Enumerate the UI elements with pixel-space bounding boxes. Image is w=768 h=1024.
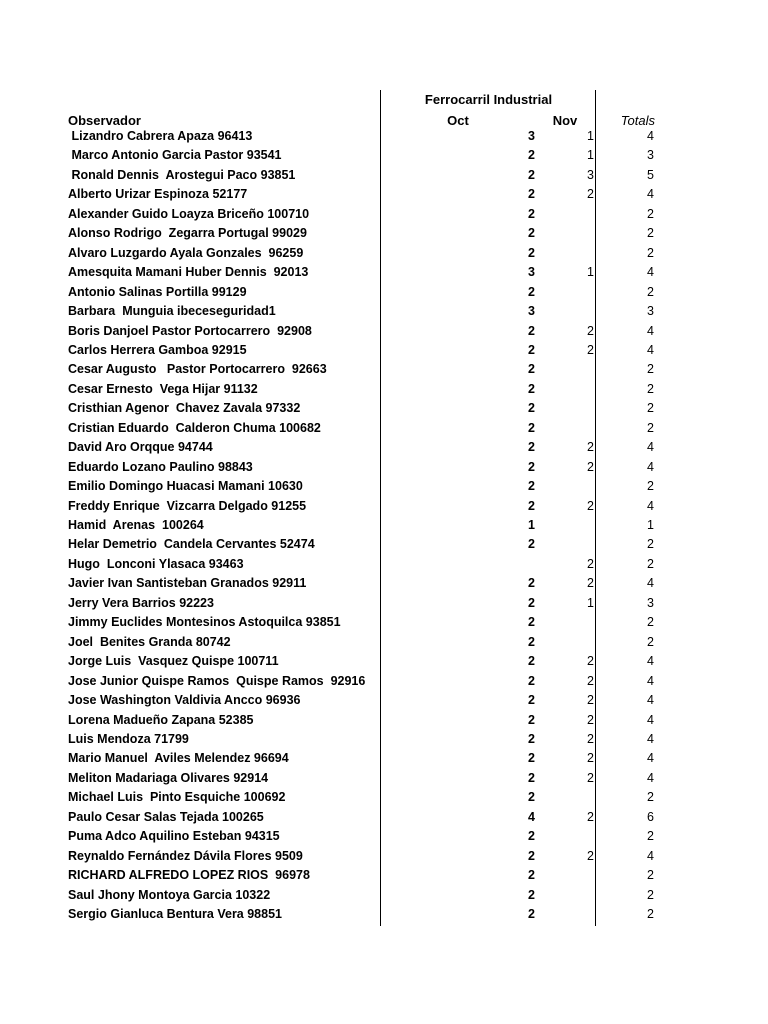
total-value-cell: 2	[647, 245, 654, 260]
nov-value-cell: 2	[587, 654, 594, 669]
observer-name-cell: Meliton Madariaga Olivares 92914	[68, 770, 269, 785]
table-row	[0, 382, 768, 401]
oct-value-cell: 2	[528, 206, 535, 221]
observer-name-cell: David Aro Orqque 94744	[68, 440, 213, 455]
observer-name-cell: Marco Antonio Garcia Pastor 93541	[68, 148, 282, 163]
table-row	[0, 479, 768, 498]
table-row	[0, 829, 768, 848]
oct-value-cell: 2	[528, 459, 535, 474]
oct-value-cell: 2	[528, 829, 535, 844]
table-row	[0, 304, 768, 323]
total-value-cell: 4	[647, 751, 654, 766]
oct-value-cell: 2	[528, 401, 535, 416]
total-value-cell: 3	[647, 304, 654, 319]
oct-value-cell: 2	[528, 868, 535, 883]
oct-value-cell: 2	[528, 148, 535, 163]
total-value-cell: 2	[647, 420, 654, 435]
table-row	[0, 362, 768, 381]
total-value-cell: 4	[647, 770, 654, 785]
oct-value-cell: 3	[528, 304, 535, 319]
table-row	[0, 868, 768, 887]
observer-name-cell: Alonso Rodrigo Zegarra Portugal 99029	[68, 226, 307, 241]
table-row	[0, 771, 768, 790]
total-value-cell: 2	[647, 556, 654, 571]
observer-name-cell: Alberto Urizar Espinoza 52177	[68, 187, 248, 202]
observer-name-cell: Freddy Enrique Vizcarra Delgado 91255	[68, 498, 307, 513]
group-title: Ferrocarril Industrial	[424, 92, 553, 107]
table-row	[0, 849, 768, 868]
observer-name-cell: Jorge Luis Vasquez Quispe 100711	[68, 654, 279, 669]
observer-name-cell: Saul Jhony Montoya Garcia 10322	[68, 887, 271, 902]
nov-value-cell: 2	[587, 323, 594, 338]
total-value-cell: 4	[647, 654, 654, 669]
oct-value-cell: 2	[528, 167, 535, 182]
oct-value-cell: 2	[528, 440, 535, 455]
table-row	[0, 129, 768, 148]
table-row	[0, 226, 768, 245]
table-row	[0, 907, 768, 926]
total-value-cell: 4	[647, 342, 654, 357]
total-value-cell: 2	[647, 284, 654, 299]
table-row	[0, 148, 768, 167]
total-value-cell: 4	[647, 576, 654, 591]
observer-name-cell: Cristian Eduardo Calderon Chuma 100682	[68, 420, 321, 435]
observer-name-cell: Jose Washington Valdivia Ancco 96936	[68, 693, 301, 708]
table-row	[0, 499, 768, 518]
total-value-cell: 4	[647, 693, 654, 708]
observer-name-cell: Lorena Madueño Zapana 52385	[68, 712, 254, 727]
observer-name-cell: RICHARD ALFREDO LOPEZ RIOS 96978	[68, 868, 310, 883]
oct-value-cell: 2	[528, 907, 535, 921]
oct-value-cell: 1	[528, 518, 535, 532]
total-value-cell: 2	[647, 401, 654, 416]
table-row	[0, 421, 768, 440]
oct-value-cell: 2	[528, 362, 535, 377]
nov-value-cell: 2	[587, 342, 594, 357]
oct-value-cell: 2	[528, 615, 535, 630]
total-value-cell: 2	[647, 206, 654, 221]
nov-value-cell: 2	[587, 809, 594, 824]
table-row	[0, 615, 768, 634]
oct-value-cell: 2	[528, 284, 535, 299]
oct-value-cell: 2	[528, 712, 535, 727]
total-value-cell: 2	[647, 226, 654, 241]
header-nov: Nov	[552, 113, 578, 128]
observer-name-cell: Lizandro Cabrera Apaza 96413	[68, 129, 253, 143]
header-totals: Totals	[620, 113, 655, 128]
nov-value-cell: 3	[587, 167, 594, 182]
observer-name-cell: Hamid Arenas 100264	[68, 518, 204, 532]
oct-value-cell: 3	[528, 129, 535, 143]
table-row	[0, 654, 768, 673]
total-value-cell: 4	[647, 712, 654, 727]
total-value-cell: 4	[647, 440, 654, 455]
header-oct: Oct	[447, 113, 469, 128]
total-value-cell: 2	[647, 479, 654, 494]
oct-value-cell: 2	[528, 498, 535, 513]
total-value-cell: 3	[647, 595, 654, 610]
table-row	[0, 888, 768, 907]
oct-value-cell: 2	[528, 751, 535, 766]
table-row	[0, 401, 768, 420]
total-value-cell: 2	[647, 381, 654, 396]
nov-value-cell: 1	[587, 265, 594, 280]
observer-name-cell: Joel Benites Granda 80742	[68, 634, 231, 649]
nov-value-cell: 2	[587, 693, 594, 708]
total-value-cell: 2	[647, 829, 654, 844]
oct-value-cell: 2	[528, 848, 535, 863]
table-row	[0, 557, 768, 576]
table-row	[0, 265, 768, 284]
oct-value-cell: 2	[528, 187, 535, 202]
total-value-cell: 4	[647, 323, 654, 338]
total-value-cell: 4	[647, 459, 654, 474]
table-row	[0, 440, 768, 459]
oct-value-cell: 2	[528, 595, 535, 610]
total-value-cell: 2	[647, 790, 654, 805]
table-row	[0, 751, 768, 770]
table-row	[0, 460, 768, 479]
nov-value-cell: 1	[587, 129, 594, 143]
total-value-cell: 1	[647, 518, 654, 532]
total-value-cell: 4	[647, 265, 654, 280]
observer-name-cell: Cristhian Agenor Chavez Zavala 97332	[68, 401, 301, 416]
nov-value-cell: 2	[587, 576, 594, 591]
observer-name-cell: Mario Manuel Aviles Melendez 96694	[68, 751, 289, 766]
nov-value-cell: 2	[587, 673, 594, 688]
total-value-cell: 2	[647, 868, 654, 883]
table-row	[0, 635, 768, 654]
oct-value-cell: 2	[528, 381, 535, 396]
observer-name-cell: Cesar Ernesto Vega Hijar 91132	[68, 381, 258, 396]
total-value-cell: 4	[647, 673, 654, 688]
observer-name-cell: Luis Mendoza 71799	[68, 731, 189, 746]
observer-name-cell: Antonio Salinas Portilla 99129	[68, 284, 247, 299]
observer-name-cell: Boris Danjoel Pastor Portocarrero 92908	[68, 323, 312, 338]
total-value-cell: 2	[647, 362, 654, 377]
total-value-cell: 4	[647, 848, 654, 863]
table-row	[0, 285, 768, 304]
table-row	[0, 343, 768, 362]
total-value-cell: 2	[647, 907, 654, 921]
total-value-cell: 4	[647, 731, 654, 746]
oct-value-cell: 2	[528, 731, 535, 746]
nov-value-cell: 2	[587, 770, 594, 785]
oct-value-cell: 2	[528, 634, 535, 649]
nov-value-cell: 1	[587, 148, 594, 163]
oct-value-cell: 2	[528, 479, 535, 494]
table-row	[0, 246, 768, 265]
oct-value-cell: 2	[528, 226, 535, 241]
observer-name-cell: Barbara Munguia ibeceseguridad1	[68, 304, 276, 319]
observer-name-cell: Eduardo Lozano Paulino 98843	[68, 459, 253, 474]
observer-name-cell: Jose Junior Quispe Ramos Quispe Ramos 92916	[68, 673, 366, 688]
nov-value-cell: 2	[587, 459, 594, 474]
oct-value-cell: 2	[528, 693, 535, 708]
nov-value-cell: 2	[587, 848, 594, 863]
observer-name-cell: Reynaldo Fernández Dávila Flores 9509	[68, 848, 303, 863]
observer-name-cell: Jerry Vera Barrios 92223	[68, 595, 214, 610]
oct-value-cell: 2	[528, 790, 535, 805]
observer-name-cell: Amesquita Mamani Huber Dennis 92013	[68, 265, 309, 280]
total-value-cell: 4	[647, 498, 654, 513]
total-value-cell: 2	[647, 537, 654, 552]
oct-value-cell: 2	[528, 887, 535, 902]
table-row	[0, 810, 768, 829]
observer-name-cell: Ronald Dennis Arostegui Paco 93851	[68, 167, 296, 182]
nov-value-cell: 2	[587, 751, 594, 766]
table-row	[0, 693, 768, 712]
observer-name-cell: Puma Adco Aquilino Esteban 94315	[68, 829, 280, 844]
nov-value-cell: 2	[587, 440, 594, 455]
header-observador: Observador	[68, 113, 141, 128]
table-row	[0, 537, 768, 556]
oct-value-cell: 2	[528, 673, 535, 688]
oct-value-cell: 2	[528, 342, 535, 357]
observer-name-cell: Jimmy Euclides Montesinos Astoquilca 93851	[68, 615, 341, 630]
oct-value-cell: 2	[528, 770, 535, 785]
total-value-cell: 4	[647, 187, 654, 202]
oct-value-cell: 2	[528, 537, 535, 552]
table-row	[0, 576, 768, 595]
oct-value-cell: 2	[528, 245, 535, 260]
table-row	[0, 596, 768, 615]
total-value-cell: 2	[647, 634, 654, 649]
table-row	[0, 674, 768, 693]
total-value-cell: 2	[647, 887, 654, 902]
table-row	[0, 187, 768, 206]
observer-name-cell: Emilio Domingo Huacasi Mamani 10630	[68, 479, 303, 494]
oct-value-cell: 2	[528, 323, 535, 338]
oct-value-cell: 2	[528, 654, 535, 669]
table-row	[0, 732, 768, 751]
nov-value-cell: 2	[587, 731, 594, 746]
observer-name-cell: Michael Luis Pinto Esquiche 100692	[68, 790, 286, 805]
observer-name-cell: Sergio Gianluca Bentura Vera 98851	[68, 907, 282, 921]
total-value-cell: 2	[647, 615, 654, 630]
nov-value-cell: 2	[587, 712, 594, 727]
total-value-cell: 3	[647, 148, 654, 163]
nov-value-cell: 2	[587, 556, 594, 571]
oct-value-cell: 3	[528, 265, 535, 280]
total-value-cell: 6	[647, 809, 654, 824]
nov-value-cell: 2	[587, 498, 594, 513]
nov-value-cell: 1	[587, 595, 594, 610]
table-row	[0, 168, 768, 187]
observer-name-cell: Hugo Lonconi Ylasaca 93463	[68, 556, 244, 571]
observer-name-cell: Paulo Cesar Salas Tejada 100265	[68, 809, 264, 824]
table-row	[0, 713, 768, 732]
total-value-cell: 4	[647, 129, 654, 143]
observer-name-cell: Helar Demetrio Candela Cervantes 52474	[68, 537, 315, 552]
observer-name-cell: Javier Ivan Santisteban Granados 92911	[68, 576, 307, 591]
table-row	[0, 324, 768, 343]
oct-value-cell: 2	[528, 576, 535, 591]
observer-name-cell: Carlos Herrera Gamboa 92915	[68, 342, 247, 357]
oct-value-cell: 4	[528, 809, 535, 824]
table-row	[0, 790, 768, 809]
observer-name-cell: Alexander Guido Loayza Briceño 100710	[68, 206, 310, 221]
observer-name-cell: Alvaro Luzgardo Ayala Gonzales 96259	[68, 245, 304, 260]
oct-value-cell: 2	[528, 420, 535, 435]
total-value-cell: 5	[647, 167, 654, 182]
nov-value-cell: 2	[587, 187, 594, 202]
table-row	[0, 207, 768, 226]
observer-name-cell: Cesar Augusto Pastor Portocarrero 92663	[68, 362, 327, 377]
table-row	[0, 518, 768, 537]
